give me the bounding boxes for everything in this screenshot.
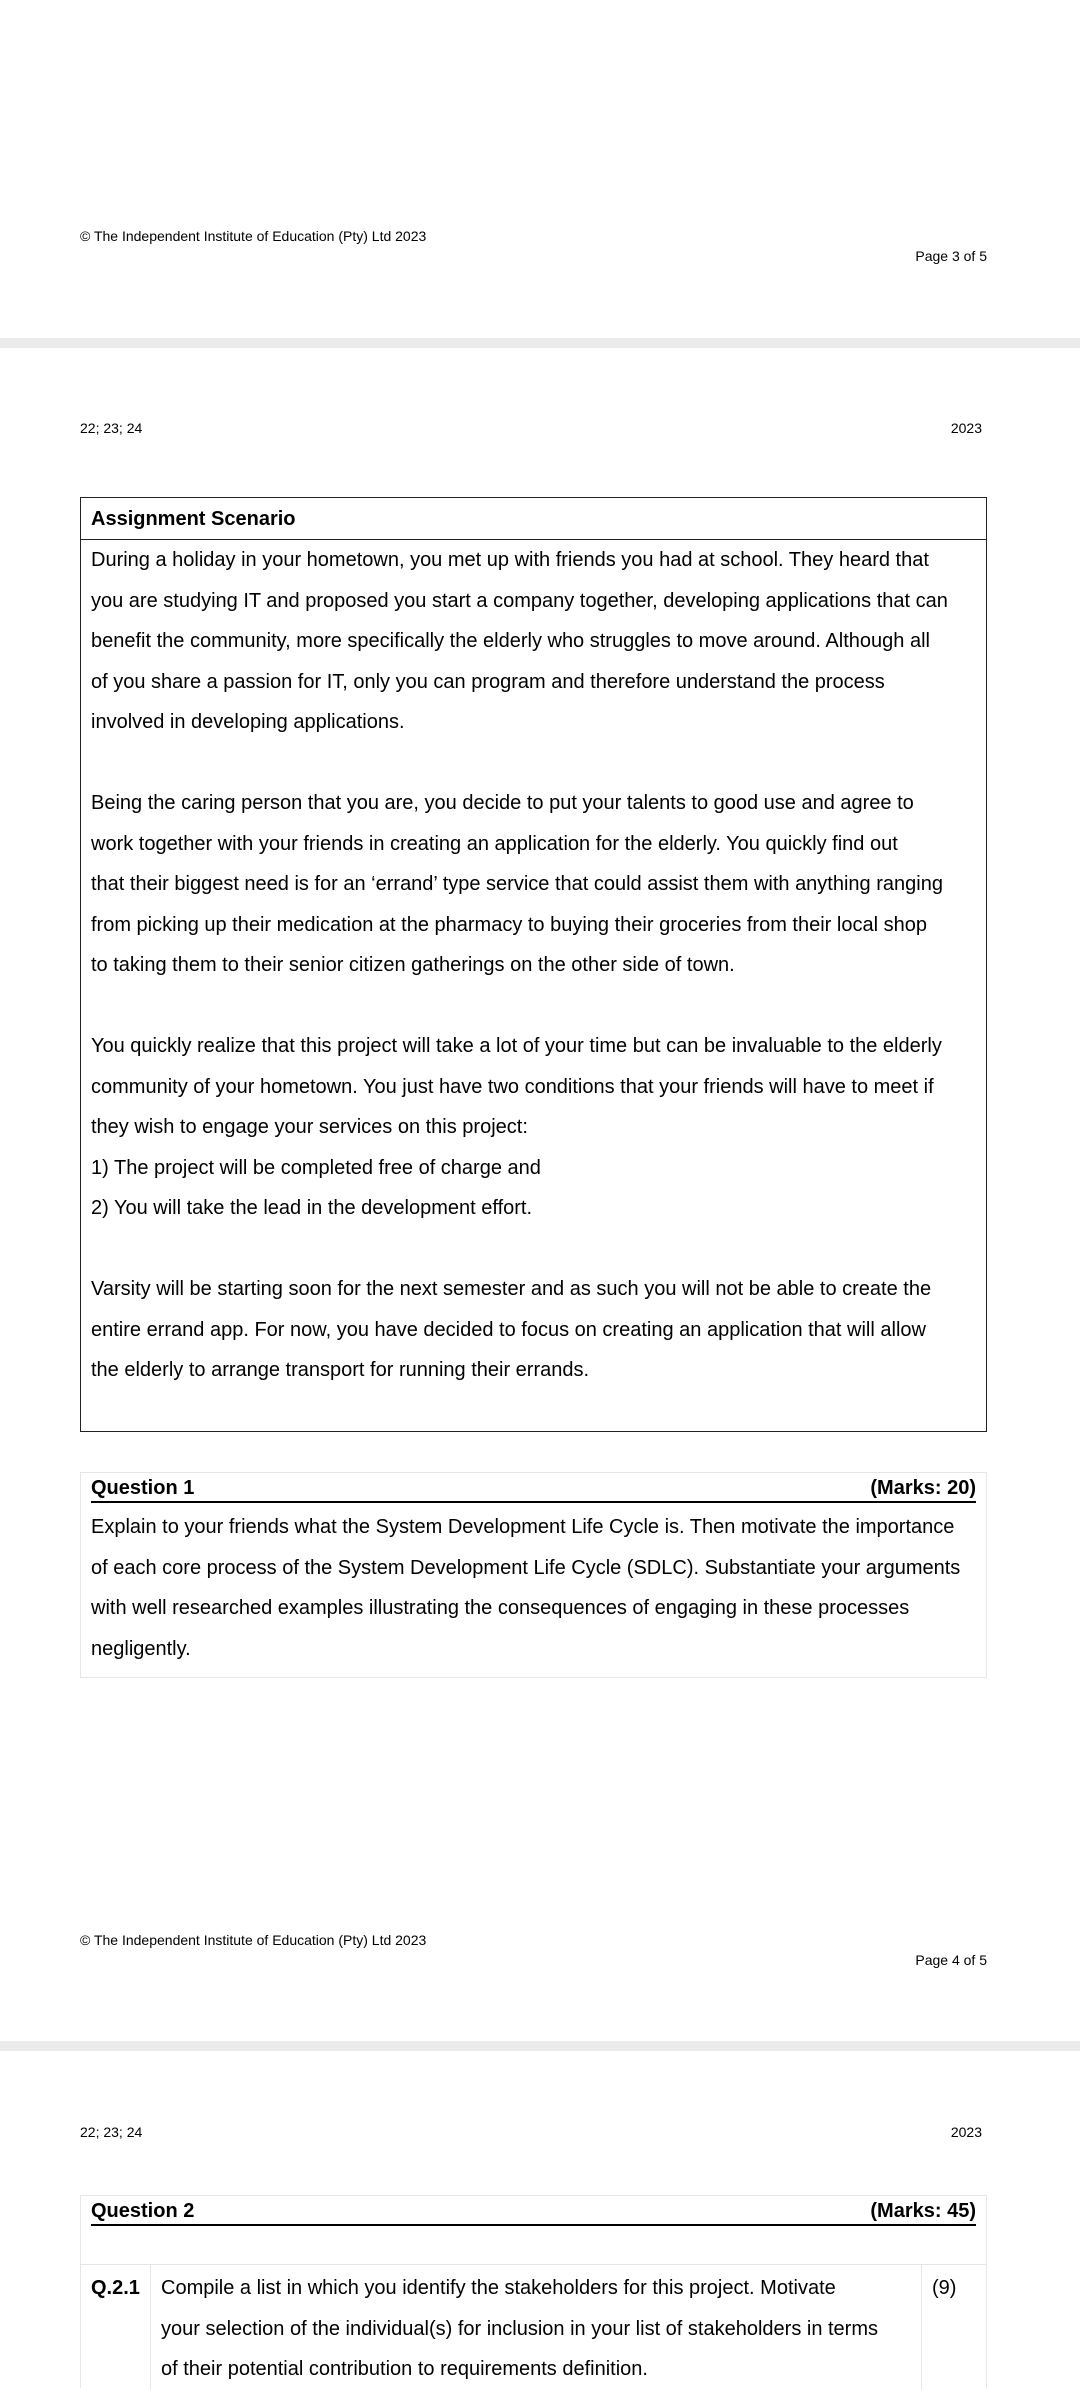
scenario-title: Assignment Scenario — [81, 498, 986, 540]
scenario-line: 1) The project will be completed free of charge and — [91, 1156, 541, 1179]
page5-header-codes: 22; 23; 24 — [80, 2124, 143, 2140]
scenario-line: from picking up their medication at the pharmacy to buying their groceries from their local shop — [91, 913, 927, 936]
question2-sub-row — [81, 2265, 986, 2390]
scenario-line: entire errand app. For now, you have decided to focus on creating an application that will allow — [91, 1318, 926, 1341]
assignment-scenario-box — [80, 497, 987, 1432]
scenario-line: to taking them to their senior citizen gatherings on the other side of town. — [91, 954, 735, 976]
page4-header-codes: 22; 23; 24 — [80, 420, 143, 436]
question1-line: of each core process of the System Development Life Cycle (SDLC). Substantiate your arguments — [91, 1556, 961, 1579]
question2-sub-line: your selection of the individual(s) for inclusion in your list of stakeholders in terms — [161, 2317, 878, 2340]
question1-text — [81, 1503, 986, 1669]
scenario-line: During a holiday in your hometown, you met up with friends you had at school. They heard that — [91, 549, 929, 571]
scenario-line: Varsity will be starting soon for the next semester and as such you will not be able to create the — [91, 1278, 932, 1300]
page-separator — [0, 2041, 1080, 2051]
page3-page-number: Page 3 of 5 — [915, 248, 987, 264]
question2-spacer-row — [81, 2226, 986, 2265]
scenario-line: you are studying IT and proposed you start a company together, developing applications that can — [91, 589, 948, 612]
scenario-blank-line — [91, 1229, 976, 1270]
page4-page-number: Page 4 of 5 — [915, 1952, 987, 1968]
question1-title: Question 1 — [91, 1477, 195, 1499]
question2-sub-marks: (9) — [932, 2277, 957, 2299]
question1-box — [80, 1472, 987, 1678]
scenario-blank-line — [91, 743, 976, 784]
page4-header-year: 2023 — [950, 420, 982, 436]
question2-title: Question 2 — [91, 2200, 195, 2222]
page4-copyright: © The Independent Institute of Education (Pty) Ltd 2023 — [80, 1932, 427, 1948]
question1-line: negligently. — [91, 1637, 191, 1660]
scenario-blank-line — [91, 986, 976, 1027]
scenario-line: the elderly to arrange transport for running their errands. — [91, 1359, 590, 1381]
scenario-line: You quickly realize that this project will take a lot of your time but can be invaluable to the elderly — [91, 1035, 942, 1057]
scenario-line: community of your hometown. You just have two conditions that your friends will have to meet if — [91, 1075, 934, 1098]
scenario-line: work together with your friends in creating an application for the elderly. You quickly find out — [91, 832, 898, 855]
scenario-line: of you share a passion for IT, only you can program and therefore understand the process — [91, 670, 885, 693]
scenario-line: 2) You will take the lead in the development effort. — [91, 1197, 533, 1219]
scenario-line: Being the caring person that you are, you decide to put your talents to good use and agree to — [91, 792, 914, 814]
page-separator — [0, 338, 1080, 348]
page3-copyright: © The Independent Institute of Education (Pty) Ltd 2023 — [80, 228, 427, 244]
question2-sub-number: Q.2.1 — [81, 2265, 151, 2390]
page5-header-year: 2023 — [950, 2124, 982, 2140]
question1-header — [91, 1473, 976, 1503]
question2-marks: (Marks: 45) — [870, 2200, 976, 2222]
scenario-body — [81, 540, 986, 1391]
scenario-line: involved in developing applications. — [91, 711, 405, 733]
question2-sub-text — [151, 2265, 922, 2390]
scenario-line: that their biggest need is for an ‘errand’ type service that could assist them with anything ranging — [91, 873, 943, 895]
question2-box — [80, 2195, 987, 2388]
scenario-line: benefit the community, more specifically the elderly who struggles to move around. Although all — [91, 630, 930, 652]
question2-sub-line: Compile a list in which you identify the stakeholders for this project. Motivate — [161, 2277, 836, 2299]
question2-header — [91, 2196, 976, 2226]
scenario-line: they wish to engage your services on this project: — [91, 1116, 528, 1138]
question1-line: with well researched examples illustrating the consequences of engaging in these processes — [91, 1597, 910, 1619]
question1-line: Explain to your friends what the System Development Life Cycle is. Then motivate the importance — [91, 1516, 955, 1538]
question2-sub-line: of their potential contribution to requirements definition. — [161, 2358, 648, 2380]
question1-marks: (Marks: 20) — [870, 1477, 976, 1499]
